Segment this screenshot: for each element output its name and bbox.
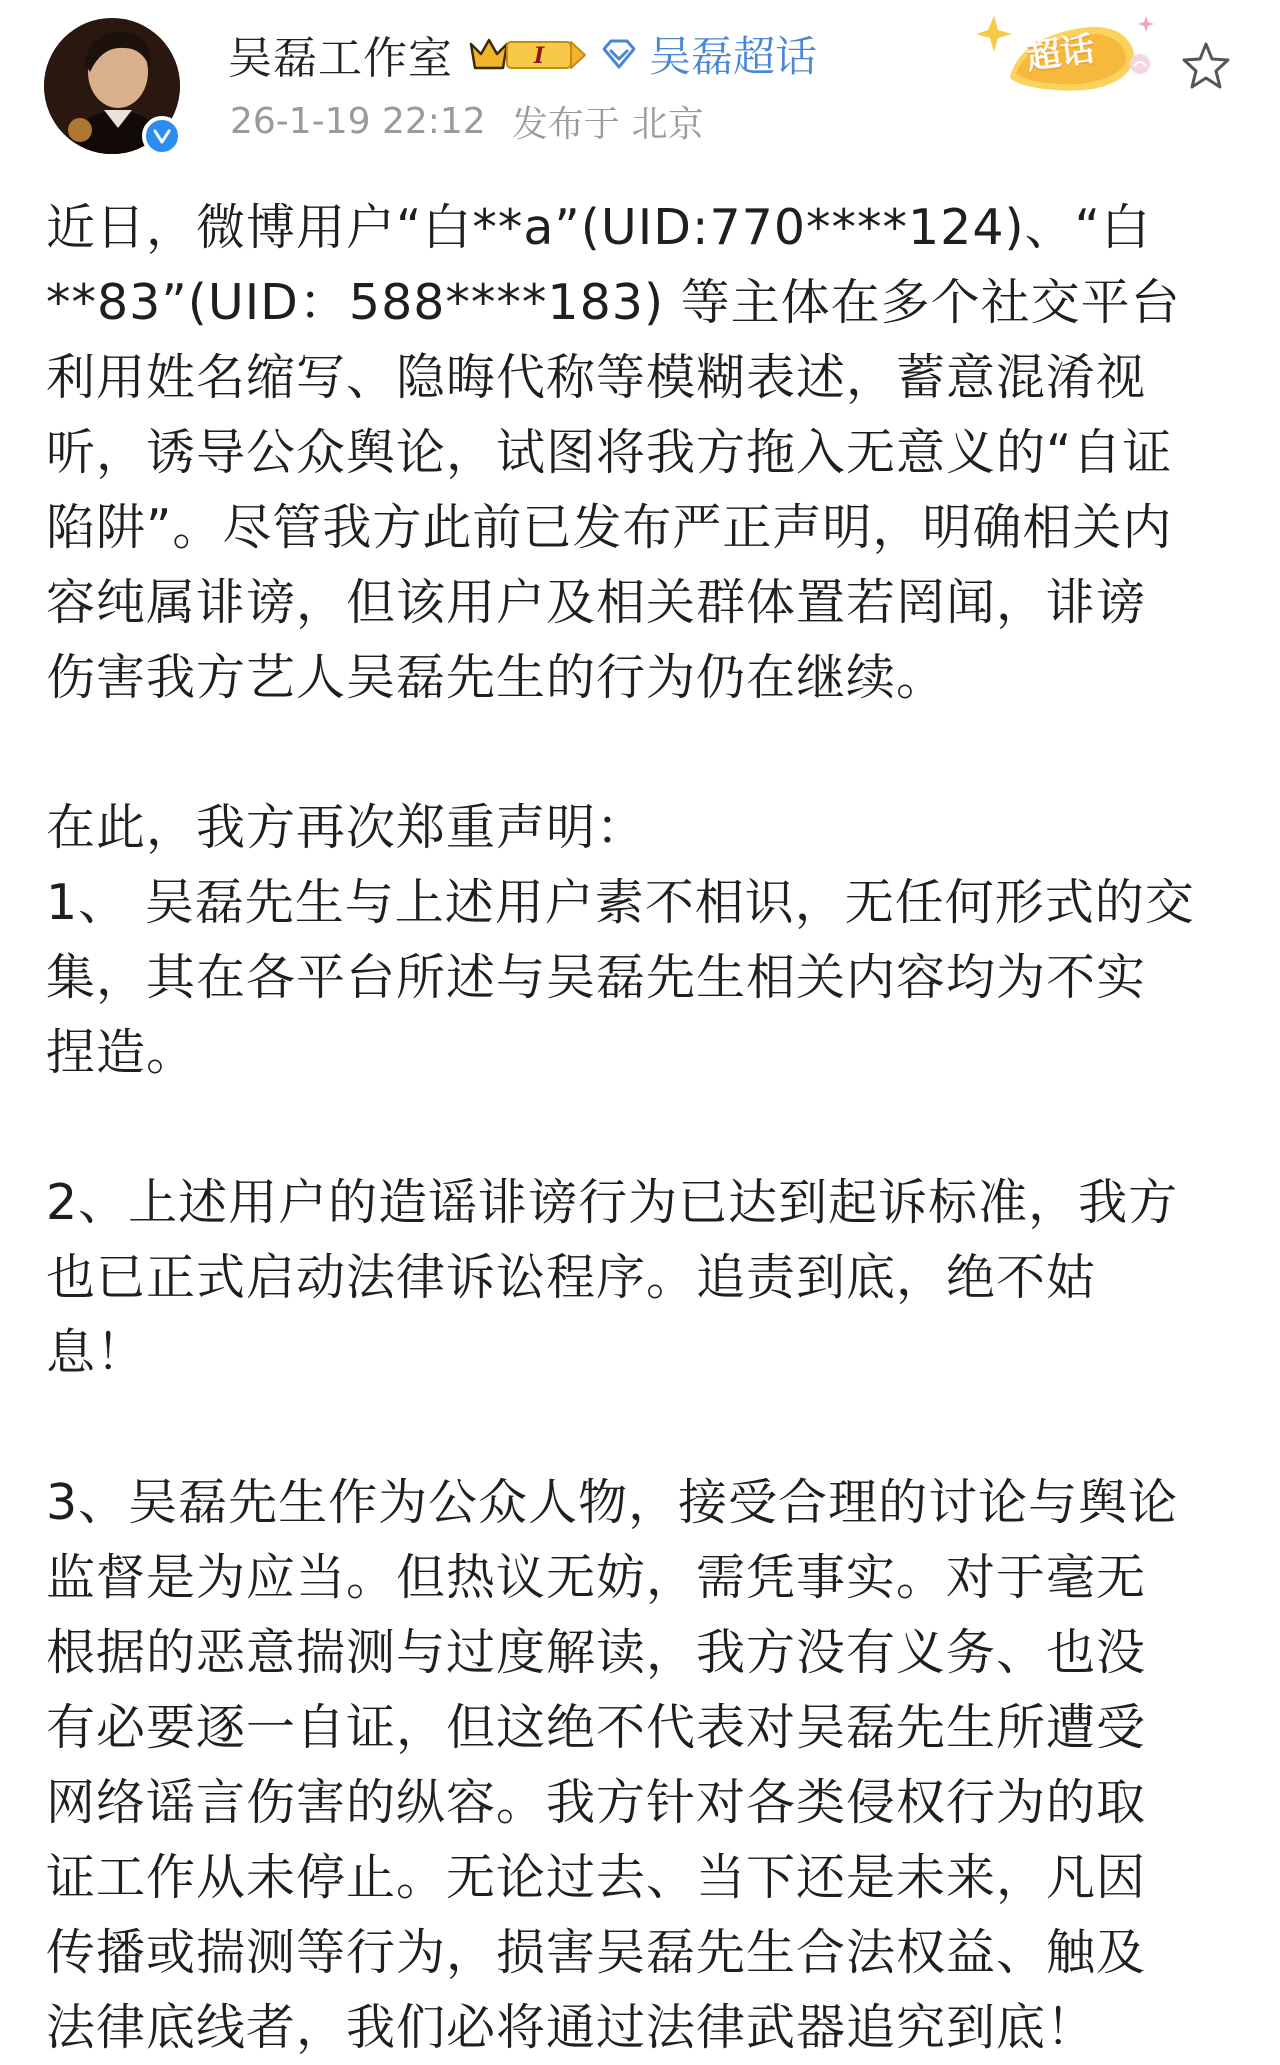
- post-point-1: 1、 吴磊先生与上述用户素不相识，无任何形式的交 集，其在各平台所述与吴磊先生相关内容均为不实 捏造。: [46, 874, 1195, 1081]
- post-meta: [230, 96, 704, 146]
- supertopic-sticker-label: 超话: [1024, 28, 1098, 79]
- post-timestamp: 26-1-19 22:12: [230, 100, 486, 142]
- paragraph-gap: [46, 1090, 1246, 1165]
- supertopic-sticker[interactable]: [976, 8, 1156, 100]
- svg-text:I: I: [533, 43, 545, 69]
- supertopic-label: 吴磊超话: [649, 32, 818, 81]
- post-location: 北京: [631, 103, 704, 145]
- verified-badge: [142, 116, 182, 156]
- star-outline-icon: [1180, 40, 1232, 92]
- crown-vip-icon: [467, 32, 589, 76]
- post-header: [0, 0, 1280, 170]
- vip-level-badge[interactable]: [467, 32, 589, 76]
- post-point-2: 2、上述用户的造谣诽谤行为已达到起诉标准，我方 也已正式启动法律诉讼程序。追责到底，绝不姑 息！: [46, 1174, 1179, 1381]
- post-paragraph-intro: 近日，微博用户“白**a”(UID:770****124)、“白 **83”(UID：588****183) 等主体在多个社交平台 利用姓名缩写、隐晦代称等模糊表述，蓄意混淆视 听，诱导公众舆论，试图将我方拖入无意义的“自证 陷阱”。尽管我方此前已发布严正声明，明确相关内 容纯属诽谤，但该用户及相关群体置若罔闻，诽谤 伤害我方艺人吴磊先生的行为仍在继续。: [46, 199, 1181, 706]
- name-row: [228, 24, 817, 84]
- diamond-icon: [601, 38, 637, 70]
- post-body: [46, 190, 1246, 2065]
- post-statement-heading: 在此，我方再次郑重声明：: [46, 799, 647, 856]
- supertopic-link[interactable]: [601, 24, 817, 84]
- favorite-button[interactable]: [1180, 40, 1232, 92]
- author-name[interactable]: 吴磊工作室: [228, 33, 453, 84]
- published-label: 发布于: [511, 103, 620, 145]
- paragraph-gap: [46, 1390, 1246, 1465]
- verified-v-icon: [151, 125, 173, 147]
- post-point-3: 3、吴磊先生作为公众人物，接受合理的讨论与舆论 监督是为应当。但热议无妨，需凭事实。对于毫无 根据的恶意揣测与过度解读，我方没有义务、也没 有必要逐一自证，但这绝不代表对吴磊先生所遭受 网络谣言伤害的纵容。我方针对各类侵权行为的取 证工作从未停止。无论过去、当下还是未来，凡因 传播或揣测等行为，损害吴磊先生合法权益、触及 法律底线者，我们必将通过法律武器追究到底！: [46, 1474, 1179, 2056]
- paragraph-gap: [46, 715, 1246, 790]
